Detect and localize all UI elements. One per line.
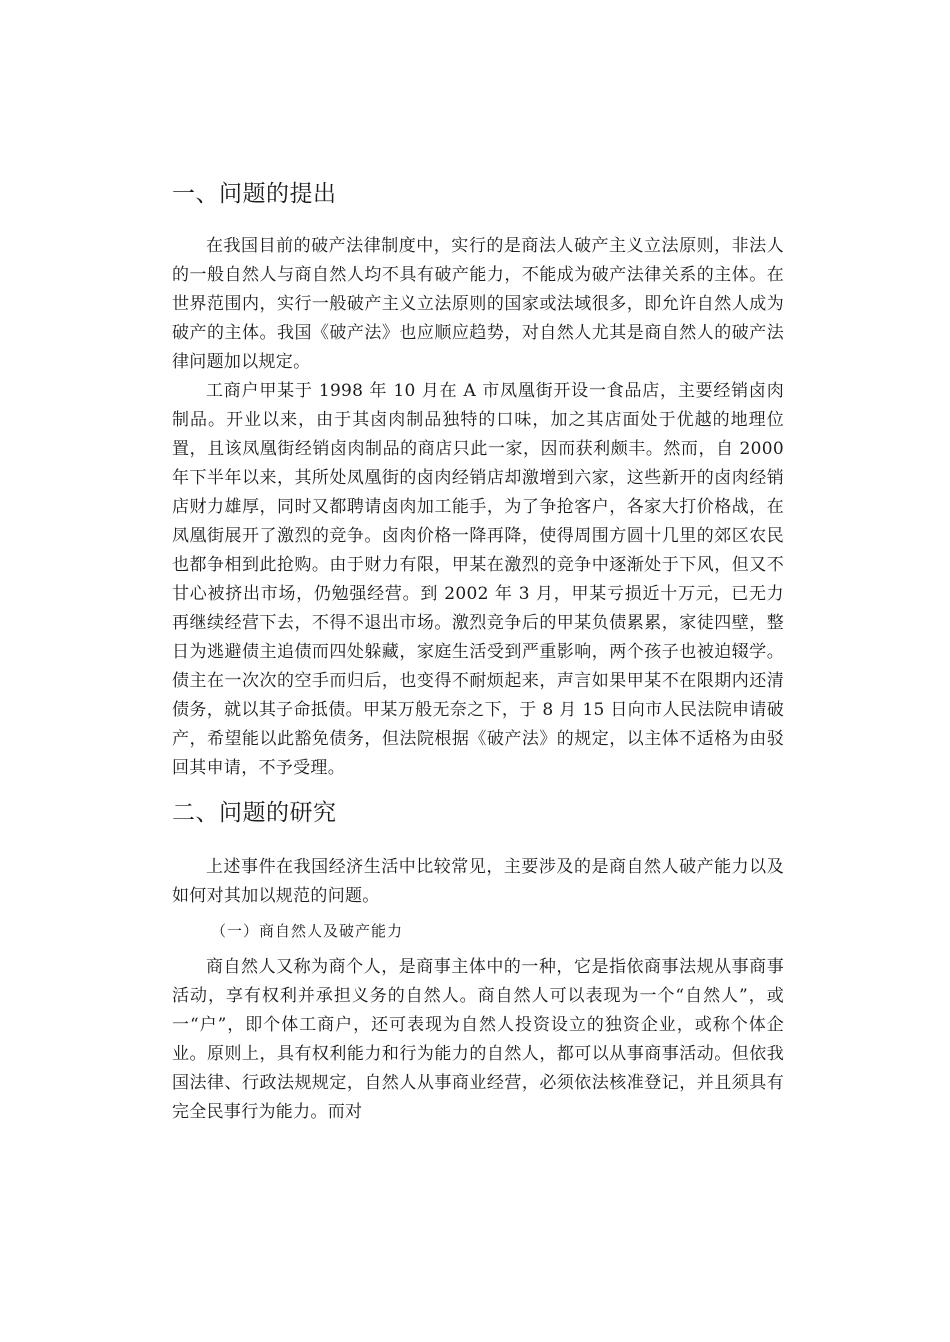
paragraph-4: 商自然人又称为商个人，是商事主体中的一种，它是指依商事法规从事商事活动，享有权利并承担义务的自然人。商自然人可以表现为一个“自然人”，或一“户”，即个体工商户，还可表现为自然人投资设立的独资企业，或称个体企业。原则上，具有权利能力和行为能力的自然人，都可以从事商事活动。但依我国法律、行政法规规定，自然人从事商业经营，必须依法核准登记，并且须具有完全民事行为能力。而对 [172, 957, 784, 1122]
subsection-heading: （一）商自然人及破产能力 [211, 922, 404, 940]
paragraph-1: 在我国目前的破产法律制度中，实行的是商法人破产主义立法原则，非法人的一般自然人与商自然人均不具有破产能力，不能成为破产法律关系的主体。在世界范围内，实行一般破产主义立法原则的国家或法域很多，即允许自然人成为破产的主体。我国《破产法》也应顺应趋势，对自然人尤其是商自然人的破产法律问题加以规定。 [172, 236, 784, 372]
paragraph-2: 工商户甲某于 1998 年 10 月在 A 市凤凰街开设一食品店，主要经销卤肉制品。开业以来，由于其卤肉制品独特的口味，加之其店面处于优越的地理位置，且该凤凰街经销卤肉制品的商店只此一家，因而获利颇丰。然而，自 2000 年下半年以来，其所处凤凰街的卤肉经销店却激增到六家，这些新开的卤肉经销店财力雄厚，同时又都聘请卤肉加工能手，为了争抢客户，各家大打价格战，在凤凰街展开了激烈的竞争。卤肉价格一降再降，使得周围方圆十几里的郊区农民也都争相到此抢购。由于财力有限，甲某在激烈的竞争中逐渐处于下风，但又不甘心被挤出市场，仍勉强经营。到 2002 年 3 月，甲某亏损近十万元，已无力再继续经营下去，不得不退出市场。激烈竞争后的甲某负债累累，家徒四壁，整日为逃避债主追债而四处躲藏，家庭生活受到严重影响，两个孩子也被迫辍学。债主在一次次的空手而归后，也变得不耐烦起来，声言如果甲某不在限期内还清债务，就以其子命抵债。甲某万般无奈之下，于 8 月 15 日向市人民法院申请破产，希望能以此豁免债务，但法院根据《破产法》的规定，以主体不适格为由驳回其申请，不予受理。 [172, 381, 784, 778]
section-heading-1: 一、问题的提出 [172, 181, 337, 207]
document-page [172, 176, 784, 1127]
paragraph-3: 上述事件在我国经济生活中比较常见，主要涉及的是商自然人破产能力以及如何对其加以规范的问题。 [172, 857, 784, 906]
section-heading-2: 二、问题的研究 [172, 800, 337, 826]
